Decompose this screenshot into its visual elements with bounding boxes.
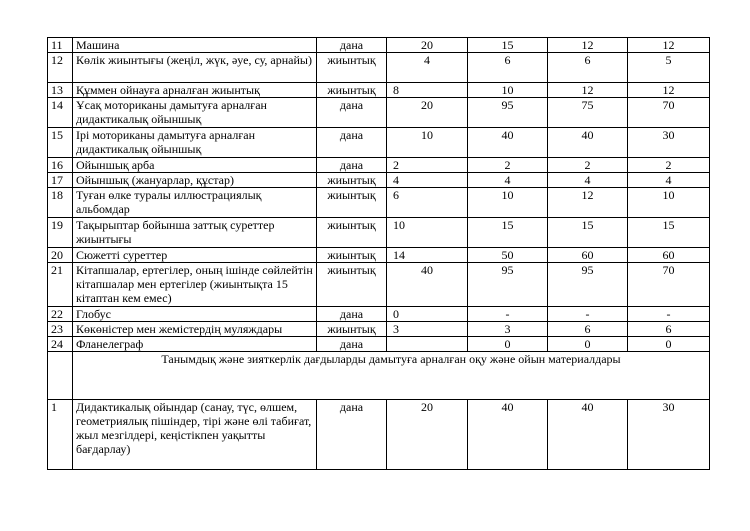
row-value-4: 12: [628, 83, 710, 98]
row-value-1: 4: [387, 173, 468, 188]
row-number: 18: [48, 188, 73, 218]
row-value-4: 70: [628, 263, 710, 307]
row-number: 22: [48, 307, 73, 322]
row-unit: дана: [317, 38, 387, 53]
row-value-3: 12: [548, 38, 628, 53]
row-value-3: 12: [548, 83, 628, 98]
row-value-3: 0: [548, 337, 628, 352]
row-name: Глобус: [73, 307, 317, 322]
row-number: 11: [48, 38, 73, 53]
row-value-3: 15: [548, 218, 628, 248]
row-name: Көкөністер мен жемістердің муляждары: [73, 322, 317, 337]
row-unit: дана: [317, 128, 387, 158]
row-value-1: 6: [387, 188, 468, 218]
row-value-2: 10: [468, 188, 548, 218]
table-body: [48, 38, 710, 470]
row-unit: дана: [317, 158, 387, 173]
row-value-4: 4: [628, 173, 710, 188]
row-name: Ұсақ моториканы дамытуға арналған дидактикалық ойыншық: [73, 98, 317, 128]
row-value-1: 20: [387, 400, 468, 470]
row-value-1: 4: [387, 53, 468, 83]
materials-table: [47, 37, 710, 470]
row-value-2: 15: [468, 38, 548, 53]
row-number: 24: [48, 337, 73, 352]
row-value-4: 0: [628, 337, 710, 352]
row-number: 23: [48, 322, 73, 337]
row-value-2: 10: [468, 83, 548, 98]
table-row: [48, 83, 710, 98]
table-row: [48, 53, 710, 83]
table-row: [48, 263, 710, 307]
table-row: [48, 400, 710, 470]
row-name: Фланелеграф: [73, 337, 317, 352]
row-value-4: 60: [628, 248, 710, 263]
row-value-1: 20: [387, 38, 468, 53]
row-value-1: [387, 337, 468, 352]
row-name: Кітапшалар, ертегілер, оның ішінде сөйлейтін кітапшалар мен ертегілер (жиынтықта 15 кітаптан кем емес): [73, 263, 317, 307]
table-row: [48, 38, 710, 53]
row-value-4: 2: [628, 158, 710, 173]
row-value-2: 95: [468, 98, 548, 128]
table-row: [48, 248, 710, 263]
row-value-1: 40: [387, 263, 468, 307]
row-unit: жиынтық: [317, 53, 387, 83]
row-number: 21: [48, 263, 73, 307]
row-unit: дана: [317, 337, 387, 352]
row-value-3: 40: [548, 128, 628, 158]
row-value-1: 8: [387, 83, 468, 98]
row-value-3: 2: [548, 158, 628, 173]
row-number: 19: [48, 218, 73, 248]
row-name: Сюжетті суреттер: [73, 248, 317, 263]
row-value-2: 4: [468, 173, 548, 188]
row-value-1: 10: [387, 128, 468, 158]
row-value-1: 3: [387, 322, 468, 337]
table-row: [48, 218, 710, 248]
row-name: Туған өлке туралы иллюстрациялық альбомдар: [73, 188, 317, 218]
row-unit: дана: [317, 307, 387, 322]
row-value-4: 70: [628, 98, 710, 128]
row-unit: жиынтық: [317, 322, 387, 337]
row-name: Дидактикалық ойындар (санау, түс, өлшем, геометриялық пішіндер, тірі және өлі табиғат, жыл мезгілдері, кеңістікпен уақытты бағдарлау): [73, 400, 317, 470]
row-value-3: 60: [548, 248, 628, 263]
row-value-2: 50: [468, 248, 548, 263]
table-row: [48, 98, 710, 128]
row-number: 17: [48, 173, 73, 188]
section-row: [48, 352, 710, 400]
row-value-2: 40: [468, 400, 548, 470]
row-value-3: 95: [548, 263, 628, 307]
row-value-4: 15: [628, 218, 710, 248]
table-row: [48, 173, 710, 188]
row-number: 16: [48, 158, 73, 173]
row-unit: дана: [317, 98, 387, 128]
row-value-2: 2: [468, 158, 548, 173]
row-number: 14: [48, 98, 73, 128]
row-value-2: 95: [468, 263, 548, 307]
row-value-4: 30: [628, 128, 710, 158]
row-value-2: 0: [468, 337, 548, 352]
row-name: Ірі моториканы дамытуға арналған дидактикалық ойыншық: [73, 128, 317, 158]
row-name: Тақырыптар бойынша заттық суреттер жиынтығы: [73, 218, 317, 248]
table-row: [48, 322, 710, 337]
row-value-3: 4: [548, 173, 628, 188]
table-row: [48, 128, 710, 158]
row-value-1: 20: [387, 98, 468, 128]
row-name: Ойыншық (жануарлар, құстар): [73, 173, 317, 188]
row-name: Құммен ойнауға арналған жиынтық: [73, 83, 317, 98]
row-number: 13: [48, 83, 73, 98]
row-name: Көлік жиынтығы (жеңіл, жүк, әуе, су, арнайы): [73, 53, 317, 83]
row-number: 12: [48, 53, 73, 83]
row-value-4: -: [628, 307, 710, 322]
row-value-1: 14: [387, 248, 468, 263]
row-value-2: 15: [468, 218, 548, 248]
row-value-2: -: [468, 307, 548, 322]
row-name: Ойыншық арба: [73, 158, 317, 173]
table-row: [48, 158, 710, 173]
row-value-4: 10: [628, 188, 710, 218]
table-row: [48, 188, 710, 218]
row-value-1: 10: [387, 218, 468, 248]
row-value-3: 6: [548, 53, 628, 83]
row-value-1: 2: [387, 158, 468, 173]
row-value-4: 30: [628, 400, 710, 470]
row-number: 15: [48, 128, 73, 158]
row-value-4: 5: [628, 53, 710, 83]
row-value-3: 40: [548, 400, 628, 470]
row-unit: жиынтық: [317, 248, 387, 263]
row-value-2: 3: [468, 322, 548, 337]
row-value-4: 12: [628, 38, 710, 53]
row-value-2: 6: [468, 53, 548, 83]
row-unit: жиынтық: [317, 263, 387, 307]
row-value-3: 6: [548, 322, 628, 337]
row-value-1: 0: [387, 307, 468, 322]
row-unit: дана: [317, 400, 387, 470]
row-number: 20: [48, 248, 73, 263]
row-unit: жиынтық: [317, 188, 387, 218]
row-value-3: -: [548, 307, 628, 322]
row-unit: жиынтық: [317, 218, 387, 248]
row-value-3: 12: [548, 188, 628, 218]
section-title: Танымдық және зияткерлік дағдыларды дамытуға арналған оқу және ойын материалдары: [73, 352, 710, 400]
table-row: [48, 307, 710, 322]
row-number: 1: [48, 400, 73, 470]
table-row: [48, 337, 710, 352]
row-value-2: 40: [468, 128, 548, 158]
row-unit: жиынтық: [317, 173, 387, 188]
row-name: Машина: [73, 38, 317, 53]
row-value-4: 6: [628, 322, 710, 337]
row-unit: жиынтық: [317, 83, 387, 98]
row-value-3: 75: [548, 98, 628, 128]
section-row-blank: [48, 352, 73, 400]
